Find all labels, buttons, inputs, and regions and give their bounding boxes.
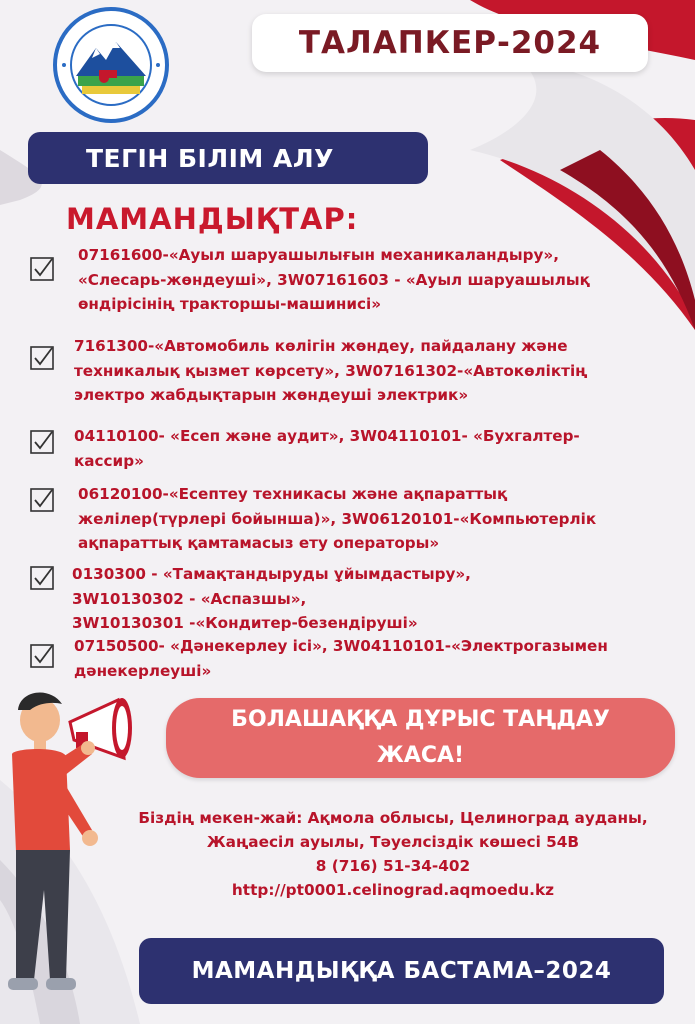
- specialty-line: ақпараттық қамтамасыз ету операторы»: [78, 534, 440, 552]
- specialty-text: [74, 634, 674, 683]
- specialty-line: 06120100-«Есептеу техникасы және ақпараттық: [78, 485, 508, 503]
- specialty-line: өндірісінің тракторшы-машинисі»: [78, 295, 382, 313]
- address-line: Біздің мекен-жай: Ақмола облысы, Целиноград ауданы,: [138, 809, 648, 827]
- specialty-text: [74, 424, 674, 473]
- slogan-banner: [166, 698, 675, 778]
- free-education-label: ТЕГІН БІЛІМ АЛУ: [86, 143, 334, 173]
- specialty-text: [78, 482, 678, 556]
- specialty-line: желілер(түрлері бойынша)», 3W06120101-«Компьютерлік: [78, 509, 597, 528]
- footer-banner: [139, 938, 664, 1004]
- contact-info: [108, 806, 678, 902]
- footer-label: МАМАНДЫҚҚА БАСТАМА–2024: [191, 958, 612, 984]
- specialty-text: [74, 334, 674, 408]
- checkbox-checked-icon: [30, 346, 54, 370]
- specialty-line: электро жабдықтарын жөндеуші электрик»: [74, 386, 469, 404]
- specialty-line: 04110100- «Есеп және аудит», 3W04110101- «Бухгалтер-: [74, 427, 580, 445]
- address-line: Жаңаесіл ауылы, Тәуелсіздік көшесі 54В: [206, 833, 580, 851]
- specialty-line: техникалық қызмет көрсету», 3W07161302-«Автокөліктің: [74, 361, 588, 380]
- checkbox-checked-icon: [30, 257, 54, 281]
- specialty-line: 3W10130302 - «Аспазшы»,: [72, 589, 307, 608]
- specialty-line: 07161600-«Ауыл шаруашылығын механикаландыру»,: [78, 246, 560, 264]
- checkbox-checked-icon: [30, 488, 54, 512]
- title-banner: [252, 14, 648, 72]
- website-link[interactable]: http://pt0001.celinograd.aqmoedu.kz: [231, 881, 555, 899]
- specialty-line: 0130300 - «Тамақтандыруды ұйымдастыру»,: [72, 565, 471, 583]
- slogan-text: БОЛАШАҚҚА ДҰРЫС ТАҢДАУ ЖАСА!: [231, 707, 610, 768]
- page-title: ТАЛАПКЕР-2024: [298, 25, 602, 61]
- free-education-banner: [28, 132, 428, 184]
- specialty-text: [78, 243, 678, 317]
- specialty-line: 3W10130301 -«Кондитер-безендіруші»: [72, 614, 418, 632]
- checkbox-checked-icon: [30, 566, 54, 590]
- specialty-line: кассир»: [74, 451, 144, 470]
- specialty-text: [72, 562, 672, 636]
- checkbox-checked-icon: [30, 644, 54, 668]
- specialties-heading: МАМАНДЫҚТАР:: [66, 202, 359, 236]
- phone-number: 8 (716) 51-34-402: [315, 857, 471, 875]
- college-emblem-icon: [52, 6, 170, 124]
- specialty-line: 7161300-«Автомобиль көлігін жөндеу, пайдалану және: [74, 337, 568, 355]
- specialty-line: «Слесарь-жөндеуші», 3W07161603 - «Ауыл шаруашылық: [78, 270, 590, 289]
- checkbox-checked-icon: [30, 430, 54, 454]
- specialty-line: дәнекерлеуші»: [74, 661, 212, 680]
- specialty-line: 07150500- «Дәнекерлеу ісі», 3W04110101-«Электрогазымен: [74, 637, 608, 655]
